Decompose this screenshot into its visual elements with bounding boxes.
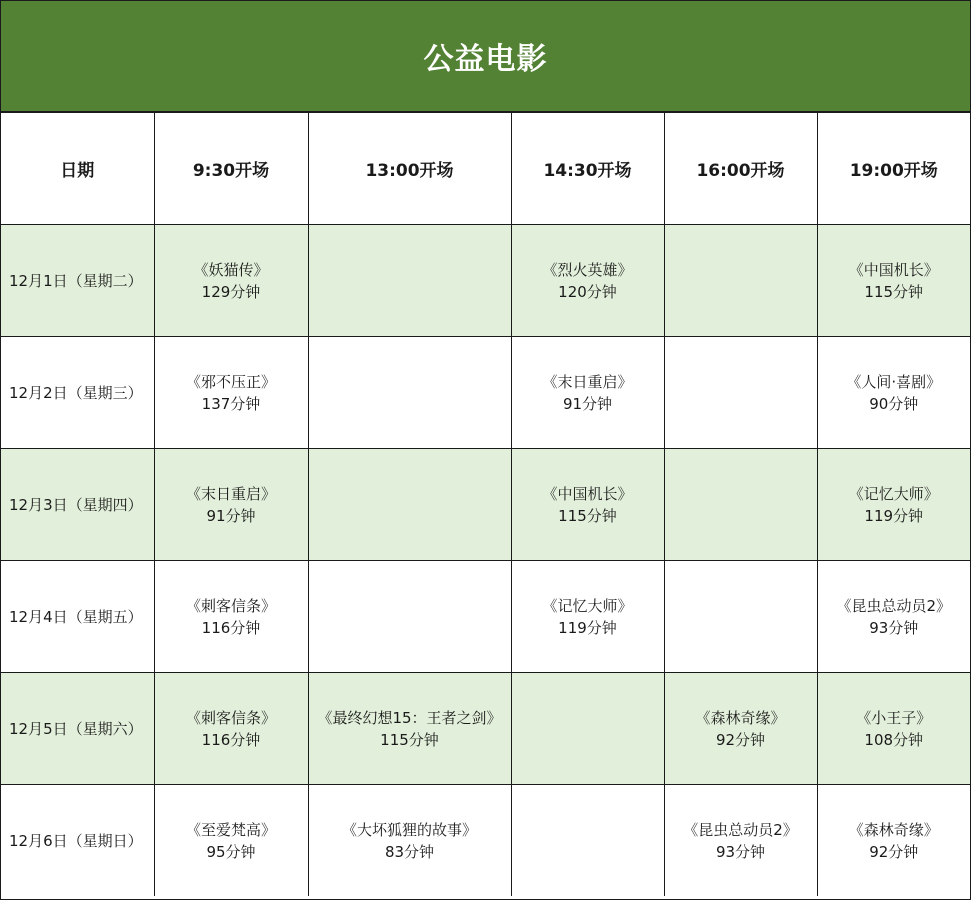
movie-title: 《大坏狐狸的故事》 — [341, 820, 477, 839]
table-row — [1, 337, 970, 449]
screening-cell — [511, 225, 664, 337]
table-row — [1, 449, 970, 561]
screening-cell — [817, 673, 970, 785]
header-slot-1900: 19:00开场 — [817, 113, 970, 225]
table-row — [1, 785, 970, 897]
date-cell: 12月5日（星期六） — [1, 673, 154, 785]
movie-duration: 83分钟 — [384, 842, 435, 861]
date-cell: 12月1日（星期二） — [1, 225, 154, 337]
screening-cell — [817, 449, 970, 561]
movie-title: 《昆虫总动员2》 — [836, 596, 952, 615]
movie-title: 《末日重启》 — [185, 484, 276, 503]
movie-title: 《烈火英雄》 — [542, 260, 633, 279]
page-title: 公益电影 — [423, 42, 548, 77]
header-date: 日期 — [1, 113, 154, 225]
movie-duration: 92分钟 — [715, 730, 766, 749]
screening-cell — [308, 561, 511, 673]
movie-duration: 91分钟 — [206, 506, 256, 525]
date-cell: 12月6日（星期日） — [1, 785, 154, 897]
movie-duration: 108分钟 — [864, 730, 924, 749]
screening-cell — [817, 337, 970, 449]
screening-cell — [154, 561, 308, 673]
screening-cell — [664, 449, 817, 561]
header-row — [1, 113, 970, 225]
movie-title: 《森林奇缘》 — [848, 820, 939, 839]
movie-duration: 129分钟 — [201, 282, 261, 301]
header-slot-0930: 9:30开场 — [154, 113, 308, 225]
header-slot-1600: 16:00开场 — [664, 113, 817, 225]
date-cell: 12月3日（星期四） — [1, 449, 154, 561]
table-row — [1, 561, 970, 673]
movie-duration: 116分钟 — [201, 618, 261, 637]
screening-cell — [664, 785, 817, 897]
movie-duration: 92分钟 — [869, 842, 919, 861]
table-row — [1, 673, 970, 785]
movie-title: 《妖猫传》 — [193, 260, 269, 279]
movie-title: 《邪不压正》 — [185, 372, 276, 391]
screening-cell — [664, 337, 817, 449]
screening-cell — [154, 673, 308, 785]
screening-cell — [154, 225, 308, 337]
movie-title: 《至爱梵高》 — [185, 820, 276, 839]
movie-title: 《记忆大师》 — [542, 596, 633, 615]
screening-cell — [664, 673, 817, 785]
movie-title: 《刺客信条》 — [185, 596, 276, 615]
movie-duration: 93分钟 — [869, 618, 919, 637]
screening-cell — [511, 449, 664, 561]
date-cell: 12月2日（星期三） — [1, 337, 154, 449]
table-row — [1, 225, 970, 337]
movie-title: 《中国机长》 — [848, 260, 939, 279]
screening-cell — [664, 561, 817, 673]
schedule-table — [1, 113, 970, 896]
screening-cell — [154, 449, 308, 561]
movie-title: 《末日重启》 — [542, 372, 633, 391]
movie-duration: 115分钟 — [864, 282, 924, 301]
screening-cell — [664, 225, 817, 337]
screening-cell — [817, 785, 970, 897]
movie-duration: 91分钟 — [562, 394, 613, 413]
header-slot-1300: 13:00开场 — [308, 113, 511, 225]
header-slot-1430: 14:30开场 — [511, 113, 664, 225]
screening-cell — [511, 785, 664, 897]
movie-title: 《人间·喜剧》 — [846, 372, 942, 391]
screening-cell — [308, 449, 511, 561]
movie-title: 《中国机长》 — [542, 484, 633, 503]
date-cell: 12月4日（星期五） — [1, 561, 154, 673]
movie-duration: 116分钟 — [201, 730, 261, 749]
movie-duration: 119分钟 — [558, 618, 617, 637]
movie-duration: 137分钟 — [201, 394, 261, 413]
movie-duration: 119分钟 — [864, 506, 924, 525]
screening-cell — [511, 561, 664, 673]
screening-cell — [511, 673, 664, 785]
movie-title: 《记忆大师》 — [848, 484, 939, 503]
movie-title: 《刺客信条》 — [185, 708, 276, 727]
screening-cell — [308, 673, 511, 785]
screening-cell — [308, 225, 511, 337]
movie-duration: 95分钟 — [206, 842, 256, 861]
movie-title: 《昆虫总动员2》 — [683, 820, 798, 839]
movie-duration: 115分钟 — [380, 730, 439, 749]
movie-duration: 93分钟 — [715, 842, 766, 861]
screening-cell — [511, 337, 664, 449]
movie-title: 《最终幻想15：王者之剑》 — [317, 708, 502, 727]
screening-cell — [308, 337, 511, 449]
movie-duration: 115分钟 — [558, 506, 617, 525]
movie-duration: 90分钟 — [869, 394, 919, 413]
movie-title: 《小王子》 — [856, 708, 932, 727]
screening-cell — [308, 785, 511, 897]
movie-title: 《森林奇缘》 — [695, 708, 786, 727]
screening-cell — [154, 785, 308, 897]
screening-cell — [154, 337, 308, 449]
screening-cell — [817, 561, 970, 673]
screening-cell — [817, 225, 970, 337]
movie-duration: 120分钟 — [558, 282, 617, 301]
title-bar — [1, 1, 970, 113]
